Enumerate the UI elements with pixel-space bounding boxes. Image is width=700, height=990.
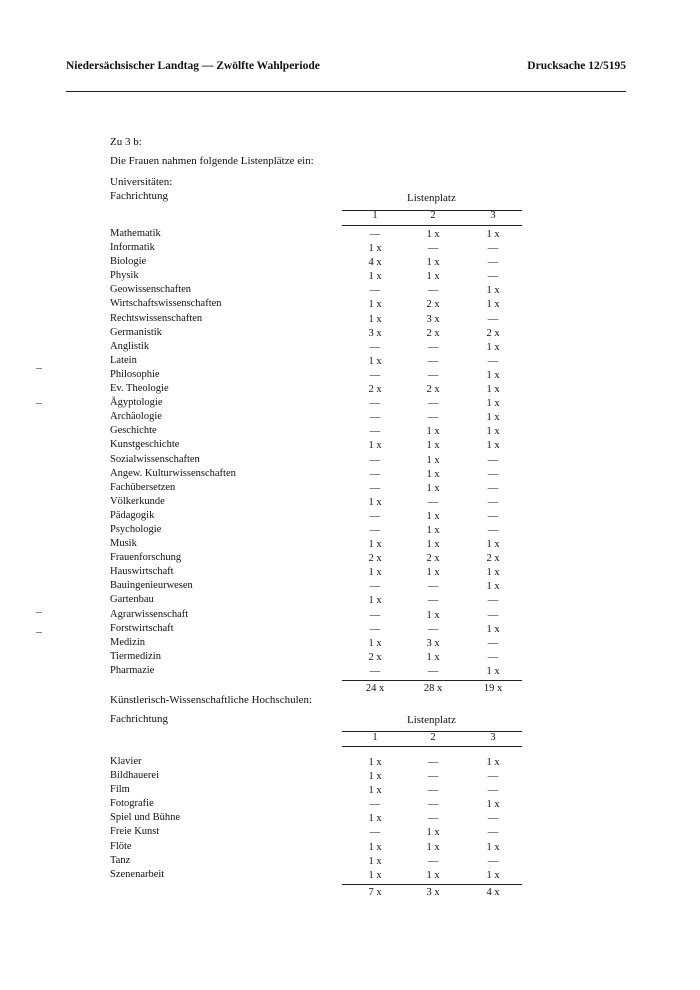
cell-col-2: —	[427, 285, 439, 297]
field-name: Physik	[110, 270, 139, 282]
cell-col-3: —	[487, 785, 499, 797]
cell-col-2: 1 x	[426, 524, 440, 536]
field-name: Geschichte	[110, 425, 157, 437]
field-name: Musik	[110, 538, 137, 550]
cell-col-2: 1 x	[426, 426, 440, 438]
cell-col-1: —	[369, 510, 381, 522]
cell-col-3: 1 x	[486, 341, 500, 353]
cell-col-3: 1 x	[486, 398, 500, 410]
art-schools-table	[110, 714, 522, 901]
cell-col-2: 1 x	[426, 609, 440, 621]
cell-col-1: —	[369, 229, 381, 240]
art-schools-columns-rule	[342, 746, 522, 747]
cell-col-3: —	[487, 813, 499, 825]
table-row	[110, 313, 522, 327]
cell-col-1: —	[369, 665, 381, 677]
cell-col-2: —	[427, 496, 439, 508]
total-col-1: 24 x	[365, 683, 385, 694]
cell-col-2: —	[427, 757, 439, 768]
cell-col-1: 1 x	[368, 855, 382, 867]
field-name: Bildhauerei	[110, 770, 159, 782]
table-row	[110, 855, 522, 869]
cell-col-3: 1 x	[486, 412, 500, 424]
page-header	[66, 60, 626, 80]
table-row	[110, 270, 522, 284]
cell-col-1: 1 x	[368, 271, 382, 283]
field-name: Latein	[110, 354, 137, 366]
cell-col-1: 2 x	[368, 384, 382, 396]
field-name: Anglistik	[110, 340, 150, 352]
cell-col-3: 1 x	[486, 799, 500, 811]
table-row	[110, 510, 522, 524]
cell-col-2: 3 x	[426, 637, 440, 649]
cell-col-3: 1 x	[486, 426, 500, 438]
table-row	[110, 341, 522, 355]
cell-col-1: 4 x	[368, 257, 382, 269]
document-number: Drucksache 12/5195	[527, 60, 626, 72]
field-name: Angew. Kulturwissenschaften	[110, 467, 236, 479]
cell-col-3: 1 x	[486, 567, 500, 579]
cell-col-2: 1 x	[426, 869, 440, 881]
table-row	[110, 411, 522, 425]
cell-col-2: —	[427, 355, 439, 367]
table-row	[110, 397, 522, 411]
cell-col-2: 1 x	[426, 271, 440, 283]
cell-col-2: —	[427, 623, 439, 635]
cell-col-3: 1 x	[486, 285, 500, 297]
cell-col-2: 1 x	[426, 257, 440, 269]
table-row	[110, 327, 522, 341]
field-name: Pharmazie	[110, 664, 155, 676]
margin-mark	[36, 612, 42, 613]
cell-col-1: —	[369, 426, 381, 438]
cell-col-2: —	[427, 243, 439, 255]
cell-col-3: —	[487, 855, 499, 867]
intro-sentence: Die Frauen nahmen folgende Listenplätze ein:	[110, 155, 314, 167]
cell-col-1: —	[369, 412, 381, 424]
cell-col-2: 1 x	[426, 567, 440, 579]
cell-col-3: —	[487, 243, 499, 255]
table-row	[110, 256, 522, 270]
table-row	[110, 609, 522, 623]
table-row	[110, 524, 522, 538]
cell-col-1: —	[369, 285, 381, 297]
table-row	[110, 242, 522, 256]
field-name: Tiermedizin	[110, 650, 161, 662]
art-schools-group-header	[110, 714, 522, 730]
col-2-header: 2	[430, 732, 436, 743]
cell-col-2: 1 x	[426, 482, 440, 494]
cell-col-1: —	[369, 524, 381, 536]
table-row	[110, 496, 522, 510]
table-row	[110, 468, 522, 482]
field-name: Archäologie	[110, 411, 162, 423]
cell-col-3: 1 x	[486, 665, 500, 677]
cell-col-3: —	[487, 482, 499, 494]
art-schools-listenplatz-label: Listenplatz	[407, 714, 456, 726]
cell-col-2: 1 x	[426, 468, 440, 480]
cell-col-2: 2 x	[426, 327, 440, 339]
field-name: Film	[110, 784, 130, 796]
cell-col-1: 1 x	[368, 496, 382, 508]
field-name: Forstwirtschaft	[110, 622, 174, 634]
cell-col-1: —	[369, 581, 381, 593]
header-title: Niedersächsischer Landtag — Zwölfte Wahlperiode	[66, 60, 320, 72]
field-name: Völkerkunde	[110, 495, 165, 507]
table-row	[110, 784, 522, 798]
field-name: Freie Kunst	[110, 826, 160, 838]
header-divider	[66, 91, 626, 92]
cell-col-1: 1 x	[368, 841, 382, 853]
cell-col-3: 1 x	[486, 757, 500, 768]
cell-col-3: 2 x	[486, 327, 500, 339]
table-row	[110, 566, 522, 580]
universities-field-label: Fachrichtung	[110, 190, 169, 202]
cell-col-1: 2 x	[368, 651, 382, 663]
table-row	[110, 580, 522, 594]
margin-mark	[36, 368, 42, 369]
field-name: Pädagogik	[110, 509, 155, 521]
cell-col-1: 1 x	[368, 299, 382, 311]
field-name: Spiel und Bühne	[110, 812, 180, 824]
cell-col-1: —	[369, 799, 381, 811]
field-name: Kunstgeschichte	[110, 439, 180, 451]
cell-col-2: 1 x	[426, 229, 440, 240]
field-name: Agrarwissenschaft	[110, 608, 189, 620]
table-row	[110, 637, 522, 651]
cell-col-1: 1 x	[368, 771, 382, 783]
table-row	[110, 355, 522, 369]
universities-table	[110, 192, 522, 697]
field-name: Klavier	[110, 756, 142, 767]
cell-col-1: —	[369, 341, 381, 353]
table-row	[110, 482, 522, 496]
cell-col-2: —	[427, 665, 439, 677]
field-name: Ev. Theologie	[110, 383, 169, 395]
cell-col-2: —	[427, 771, 439, 783]
table-row	[110, 770, 522, 784]
table-row	[110, 552, 522, 566]
col-2-header: 2	[430, 210, 436, 221]
cell-col-3: —	[487, 595, 499, 607]
table-row	[110, 869, 522, 883]
table-row	[110, 623, 522, 637]
table-row	[110, 756, 522, 770]
table-row	[110, 812, 522, 826]
cell-col-3: —	[487, 651, 499, 663]
art-schools-column-numbers	[110, 732, 522, 747]
universities-heading: Universitäten:	[110, 176, 173, 188]
cell-col-2: —	[427, 412, 439, 424]
cell-col-2: 1 x	[426, 651, 440, 663]
cell-col-3: 2 x	[486, 553, 500, 565]
total-col-1: 7 x	[368, 886, 382, 898]
cell-col-1: 1 x	[368, 313, 382, 325]
cell-col-3: —	[487, 524, 499, 536]
cell-col-2: 2 x	[426, 299, 440, 311]
cell-col-2: 2 x	[426, 384, 440, 396]
table-row	[110, 425, 522, 439]
field-name: Gartenbau	[110, 594, 154, 606]
table-row	[110, 369, 522, 383]
table-row	[110, 228, 522, 242]
cell-col-2: —	[427, 398, 439, 410]
cell-col-3: —	[487, 510, 499, 522]
col-1-header: 1	[372, 210, 378, 221]
cell-col-3: —	[487, 271, 499, 283]
cell-col-1: 1 x	[368, 869, 382, 881]
table-row	[110, 298, 522, 312]
cell-col-1: —	[369, 468, 381, 480]
cell-col-3: 1 x	[486, 299, 500, 311]
field-name: Fotografie	[110, 798, 154, 810]
cell-col-2: 3 x	[426, 313, 440, 325]
field-name: Medizin	[110, 636, 145, 648]
table-row	[110, 383, 522, 397]
cell-col-3: —	[487, 771, 499, 783]
cell-col-2: —	[427, 855, 439, 867]
cell-col-3: —	[487, 257, 499, 269]
cell-col-1: 1 x	[368, 355, 382, 367]
cell-col-1: 1 x	[368, 567, 382, 579]
field-name: Frauenforschung	[110, 552, 182, 564]
cell-col-2: —	[427, 581, 439, 593]
table-row	[110, 665, 522, 679]
total-col-2: 3 x	[426, 886, 440, 898]
art-schools-heading: Künstlerisch-Wissenschaftliche Hochschulen:	[110, 694, 313, 706]
field-name: Geowissenschaften	[110, 284, 192, 296]
field-name: Bauingenieurwesen	[110, 580, 193, 592]
field-name: Psychologie	[110, 523, 162, 535]
col-1-header: 1	[372, 732, 378, 743]
cell-col-3: 1 x	[486, 384, 500, 396]
cell-col-1: —	[369, 454, 381, 466]
cell-col-1: —	[369, 369, 381, 381]
cell-col-1: —	[369, 827, 381, 839]
cell-col-3: 1 x	[486, 581, 500, 593]
field-name: Wirtschaftswissenschaften	[110, 298, 222, 310]
cell-col-2: —	[427, 799, 439, 811]
art-schools-field-label: Fachrichtung	[110, 713, 169, 725]
universities-group-header	[110, 192, 522, 208]
cell-col-1: 1 x	[368, 440, 382, 452]
cell-col-3: —	[487, 496, 499, 508]
field-name: Tanz	[110, 854, 131, 866]
table-row	[110, 439, 522, 453]
table-row	[110, 594, 522, 608]
cell-col-2: —	[427, 785, 439, 797]
cell-col-3: 1 x	[486, 623, 500, 635]
section-reference: Zu 3 b:	[110, 136, 142, 148]
cell-col-3: 1 x	[486, 539, 500, 551]
cell-col-3: —	[487, 454, 499, 466]
universities-column-numbers	[110, 210, 522, 225]
cell-col-2: —	[427, 341, 439, 353]
cell-col-2: —	[427, 369, 439, 381]
total-col-2: 28 x	[423, 683, 443, 694]
cell-col-2: 1 x	[426, 539, 440, 551]
field-name: Informatik	[110, 242, 155, 254]
cell-col-2: 1 x	[426, 827, 440, 839]
cell-col-3: 1 x	[486, 369, 500, 381]
cell-col-1: —	[369, 398, 381, 410]
cell-col-2: —	[427, 813, 439, 825]
table-row	[110, 454, 522, 468]
art-schools-rows	[110, 756, 522, 883]
margin-mark	[36, 403, 42, 404]
cell-col-3: —	[487, 313, 499, 325]
cell-col-1: 2 x	[368, 553, 382, 565]
cell-col-1: —	[369, 609, 381, 621]
cell-col-3: 1 x	[486, 229, 500, 240]
table-row	[110, 826, 522, 840]
total-col-3: 4 x	[486, 886, 500, 898]
table-row	[110, 798, 522, 812]
cell-col-3: 1 x	[486, 841, 500, 853]
field-name: Rechtswissenschaften	[110, 312, 203, 324]
table-row	[110, 651, 522, 665]
cell-col-2: 1 x	[426, 454, 440, 466]
cell-col-2: 2 x	[426, 553, 440, 565]
cell-col-1: 1 x	[368, 243, 382, 255]
cell-col-1: 1 x	[368, 785, 382, 797]
field-name: Hauswirtschaft	[110, 566, 174, 578]
cell-col-3: 1 x	[486, 440, 500, 452]
universities-listenplatz-label: Listenplatz	[407, 192, 456, 204]
field-name: Ägyptologie	[110, 397, 163, 409]
field-name: Fachübersetzen	[110, 481, 176, 493]
cell-col-3: —	[487, 827, 499, 839]
cell-col-1: 3 x	[368, 327, 382, 339]
field-name: Philosophie	[110, 368, 160, 380]
cell-col-1: 1 x	[368, 595, 382, 607]
field-name: Sozialwissenschaften	[110, 453, 200, 465]
table-row	[110, 284, 522, 298]
field-name: Flöte	[110, 840, 132, 852]
cell-col-3: —	[487, 355, 499, 367]
col-3-header: 3	[490, 210, 496, 221]
field-name: Biologie	[110, 256, 147, 268]
cell-col-3: 1 x	[486, 869, 500, 881]
art-schools-totals-row	[110, 885, 522, 901]
total-col-3: 19 x	[483, 683, 503, 694]
cell-col-3: —	[487, 637, 499, 649]
cell-col-1: 1 x	[368, 637, 382, 649]
cell-col-1: 1 x	[368, 813, 382, 825]
table-row	[110, 841, 522, 855]
cell-col-2: 1 x	[426, 440, 440, 452]
cell-col-3: —	[487, 468, 499, 480]
col-3-header: 3	[490, 732, 496, 743]
cell-col-1: 1 x	[368, 539, 382, 551]
margin-mark	[36, 632, 42, 633]
cell-col-1: 1 x	[368, 757, 382, 768]
cell-col-2: —	[427, 595, 439, 607]
cell-col-3: —	[487, 609, 499, 621]
field-name: Mathematik	[110, 228, 161, 239]
cell-col-2: 1 x	[426, 510, 440, 522]
table-row	[110, 538, 522, 552]
universities-rows	[110, 228, 522, 679]
universities-columns-rule	[342, 225, 522, 226]
field-name: Szenenarbeit	[110, 868, 165, 880]
cell-col-2: 1 x	[426, 841, 440, 853]
cell-col-1: —	[369, 623, 381, 635]
cell-col-1: —	[369, 482, 381, 494]
field-name: Germanistik	[110, 326, 162, 338]
